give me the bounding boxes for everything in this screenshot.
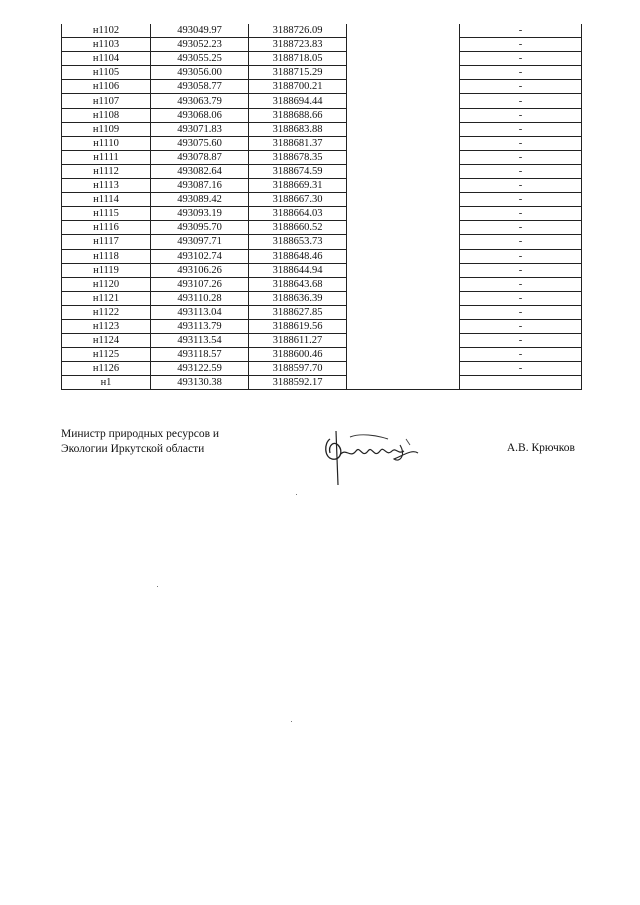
- table-row: [62, 38, 582, 52]
- y-coordinate-cell: 3188667.30: [249, 193, 347, 207]
- blank-cell: [347, 334, 460, 348]
- blank-cell: [347, 263, 460, 277]
- status-cell: -: [460, 291, 582, 305]
- x-coordinate-cell: 493106.26: [151, 263, 249, 277]
- status-cell: -: [460, 164, 582, 178]
- x-coordinate-cell: 493078.87: [151, 150, 249, 164]
- y-coordinate-cell: 3188619.56: [249, 319, 347, 333]
- table-row: [62, 249, 582, 263]
- blank-cell: [347, 221, 460, 235]
- x-coordinate-cell: 493087.16: [151, 179, 249, 193]
- blank-cell: [347, 52, 460, 66]
- blank-cell: [347, 376, 460, 390]
- y-coordinate-cell: 3188653.73: [249, 235, 347, 249]
- blank-cell: [347, 80, 460, 94]
- table-row: [62, 80, 582, 94]
- status-cell: -: [460, 263, 582, 277]
- status-cell: -: [460, 319, 582, 333]
- status-cell: -: [460, 305, 582, 319]
- table-row: [62, 66, 582, 80]
- blank-cell: [347, 94, 460, 108]
- table-row: [62, 52, 582, 66]
- blank-cell: [347, 277, 460, 291]
- point-id-cell: н1104: [62, 52, 151, 66]
- status-cell: -: [460, 235, 582, 249]
- y-coordinate-cell: 3188683.88: [249, 122, 347, 136]
- point-id-cell: н1109: [62, 122, 151, 136]
- signature-block: [61, 425, 581, 495]
- coordinates-table: [61, 24, 582, 390]
- signer-position-line-1: Министр природных ресурсов и: [61, 428, 220, 440]
- x-coordinate-cell: 493093.19: [151, 207, 249, 221]
- y-coordinate-cell: 3188681.37: [249, 136, 347, 150]
- status-cell: -: [460, 94, 582, 108]
- blank-cell: [347, 164, 460, 178]
- status-cell: -: [460, 66, 582, 80]
- table-row: [62, 221, 582, 235]
- x-coordinate-cell: 493056.00: [151, 66, 249, 80]
- y-coordinate-cell: 3188636.39: [249, 291, 347, 305]
- x-coordinate-cell: 493118.57: [151, 348, 249, 362]
- y-coordinate-cell: 3188600.46: [249, 348, 347, 362]
- blank-cell: [347, 249, 460, 263]
- y-coordinate-cell: 3188678.35: [249, 150, 347, 164]
- x-coordinate-cell: 493071.83: [151, 122, 249, 136]
- x-coordinate-cell: 493102.74: [151, 249, 249, 263]
- status-cell: -: [460, 277, 582, 291]
- point-id-cell: н1103: [62, 38, 151, 52]
- status-cell: -: [460, 193, 582, 207]
- blank-cell: [347, 291, 460, 305]
- table-row: [62, 108, 582, 122]
- status-cell: -: [460, 362, 582, 376]
- x-coordinate-cell: 493130.38: [151, 376, 249, 390]
- status-cell: -: [460, 179, 582, 193]
- point-id-cell: н1105: [62, 66, 151, 80]
- x-coordinate-cell: 493113.04: [151, 305, 249, 319]
- blank-cell: [347, 319, 460, 333]
- y-coordinate-cell: 3188723.83: [249, 38, 347, 52]
- y-coordinate-cell: 3188627.85: [249, 305, 347, 319]
- x-coordinate-cell: 493075.60: [151, 136, 249, 150]
- status-cell: -: [460, 207, 582, 221]
- y-coordinate-cell: 3188660.52: [249, 221, 347, 235]
- point-id-cell: н1122: [62, 305, 151, 319]
- x-coordinate-cell: 493055.25: [151, 52, 249, 66]
- handwritten-signature: [316, 425, 426, 487]
- table-row: [62, 179, 582, 193]
- x-coordinate-cell: 493122.59: [151, 362, 249, 376]
- signer-position-line-2: Экологии Иркутской области: [61, 443, 205, 455]
- y-coordinate-cell: 3188644.94: [249, 263, 347, 277]
- blank-cell: [347, 179, 460, 193]
- table-row: [62, 319, 582, 333]
- point-id-cell: н1126: [62, 362, 151, 376]
- point-id-cell: н1: [62, 376, 151, 390]
- x-coordinate-cell: 493089.42: [151, 193, 249, 207]
- point-id-cell: н1125: [62, 348, 151, 362]
- y-coordinate-cell: 3188648.46: [249, 249, 347, 263]
- status-cell: -: [460, 24, 582, 38]
- signer-position: [61, 427, 219, 457]
- blank-cell: [347, 193, 460, 207]
- y-coordinate-cell: 3188669.31: [249, 179, 347, 193]
- status-cell: -: [460, 348, 582, 362]
- x-coordinate-cell: 493113.54: [151, 334, 249, 348]
- point-id-cell: н1116: [62, 221, 151, 235]
- status-cell: [460, 376, 582, 390]
- blank-cell: [347, 305, 460, 319]
- table-row: [62, 164, 582, 178]
- point-id-cell: н1107: [62, 94, 151, 108]
- table-row: [62, 348, 582, 362]
- y-coordinate-cell: 3188664.03: [249, 207, 347, 221]
- point-id-cell: н1108: [62, 108, 151, 122]
- blank-cell: [347, 235, 460, 249]
- table-row: [62, 193, 582, 207]
- status-cell: -: [460, 249, 582, 263]
- blank-cell: [347, 66, 460, 80]
- point-id-cell: н1110: [62, 136, 151, 150]
- table-row: [62, 263, 582, 277]
- point-id-cell: н1115: [62, 207, 151, 221]
- point-id-cell: н1124: [62, 334, 151, 348]
- point-id-cell: н1118: [62, 249, 151, 263]
- table-row: [62, 376, 582, 390]
- y-coordinate-cell: 3188694.44: [249, 94, 347, 108]
- x-coordinate-cell: 493113.79: [151, 319, 249, 333]
- point-id-cell: н1113: [62, 179, 151, 193]
- scan-speck: [157, 586, 158, 587]
- table-row: [62, 362, 582, 376]
- blank-cell: [347, 24, 460, 38]
- x-coordinate-cell: 493068.06: [151, 108, 249, 122]
- blank-cell: [347, 136, 460, 150]
- table-row: [62, 24, 582, 38]
- table-row: [62, 207, 582, 221]
- y-coordinate-cell: 3188597.70: [249, 362, 347, 376]
- point-id-cell: н1102: [62, 24, 151, 38]
- blank-cell: [347, 122, 460, 136]
- point-id-cell: н1117: [62, 235, 151, 249]
- scan-speck: [291, 721, 292, 722]
- blank-cell: [347, 207, 460, 221]
- table-row: [62, 277, 582, 291]
- blank-cell: [347, 150, 460, 164]
- x-coordinate-cell: 493082.64: [151, 164, 249, 178]
- x-coordinate-cell: 493107.26: [151, 277, 249, 291]
- x-coordinate-cell: 493058.77: [151, 80, 249, 94]
- table-row: [62, 94, 582, 108]
- point-id-cell: н1106: [62, 80, 151, 94]
- y-coordinate-cell: 3188592.17: [249, 376, 347, 390]
- table-row: [62, 235, 582, 249]
- point-id-cell: н1120: [62, 277, 151, 291]
- status-cell: -: [460, 221, 582, 235]
- x-coordinate-cell: 493052.23: [151, 38, 249, 52]
- table-row: [62, 150, 582, 164]
- table-row: [62, 122, 582, 136]
- signer-name: А.В. Крючков: [506, 442, 575, 454]
- status-cell: -: [460, 52, 582, 66]
- scan-speck: [296, 494, 297, 495]
- point-id-cell: н1121: [62, 291, 151, 305]
- status-cell: -: [460, 38, 582, 52]
- table-row: [62, 291, 582, 305]
- status-cell: -: [460, 136, 582, 150]
- table-row: [62, 305, 582, 319]
- point-id-cell: н1119: [62, 263, 151, 277]
- point-id-cell: н1114: [62, 193, 151, 207]
- status-cell: -: [460, 122, 582, 136]
- status-cell: -: [460, 108, 582, 122]
- table-row: [62, 334, 582, 348]
- x-coordinate-cell: 493097.71: [151, 235, 249, 249]
- status-cell: -: [460, 150, 582, 164]
- table-row: [62, 136, 582, 150]
- y-coordinate-cell: 3188700.21: [249, 80, 347, 94]
- blank-cell: [347, 108, 460, 122]
- blank-cell: [347, 38, 460, 52]
- y-coordinate-cell: 3188674.59: [249, 164, 347, 178]
- status-cell: -: [460, 334, 582, 348]
- blank-cell: [347, 348, 460, 362]
- status-cell: -: [460, 80, 582, 94]
- x-coordinate-cell: 493110.28: [151, 291, 249, 305]
- point-id-cell: н1111: [62, 150, 151, 164]
- coordinates-table-body: [62, 24, 582, 390]
- y-coordinate-cell: 3188688.66: [249, 108, 347, 122]
- y-coordinate-cell: 3188715.29: [249, 66, 347, 80]
- x-coordinate-cell: 493063.79: [151, 94, 249, 108]
- blank-cell: [347, 362, 460, 376]
- point-id-cell: н1123: [62, 319, 151, 333]
- y-coordinate-cell: 3188726.09: [249, 24, 347, 38]
- x-coordinate-cell: 493095.70: [151, 221, 249, 235]
- y-coordinate-cell: 3188643.68: [249, 277, 347, 291]
- point-id-cell: н1112: [62, 164, 151, 178]
- y-coordinate-cell: 3188611.27: [249, 334, 347, 348]
- x-coordinate-cell: 493049.97: [151, 24, 249, 38]
- y-coordinate-cell: 3188718.05: [249, 52, 347, 66]
